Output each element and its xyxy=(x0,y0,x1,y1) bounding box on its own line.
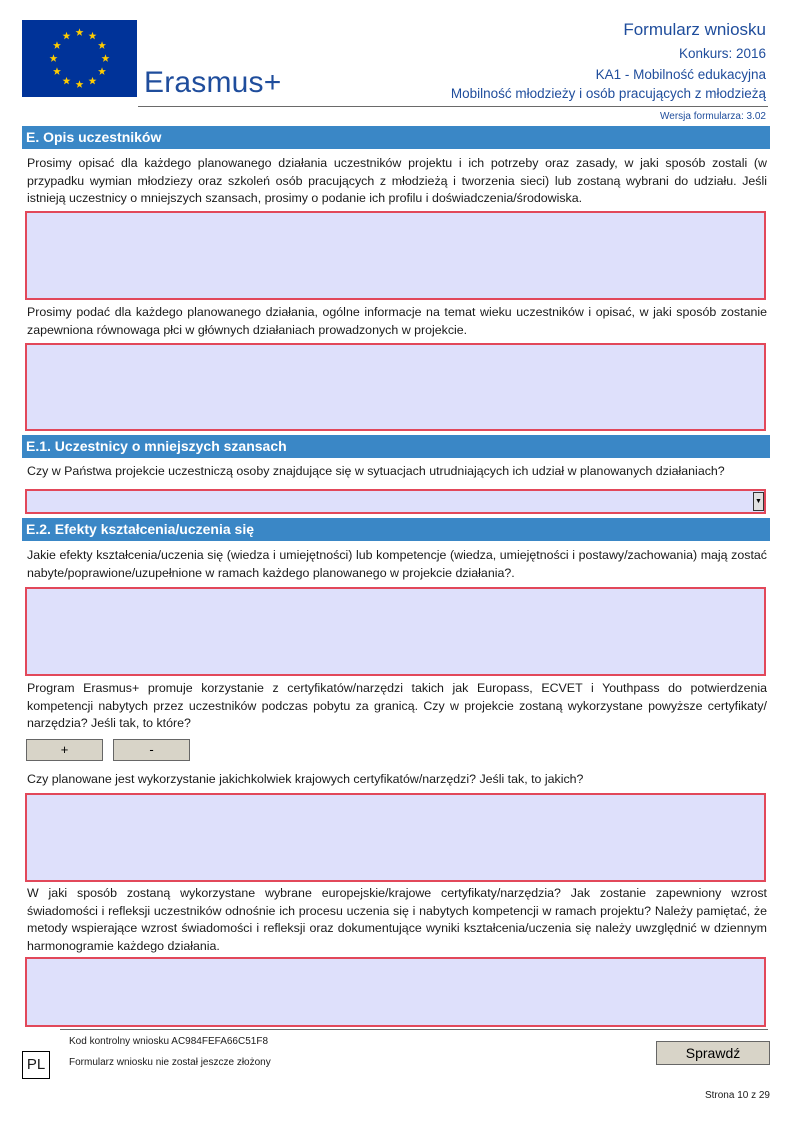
language-badge: PL xyxy=(22,1051,50,1079)
question-certificate-usage: W jaki sposób zostaną wykorzystane wybrane europejskie/krajowe certyfikaty/narzędzia? Jak zostanie zapewniony wzrost świadomości i refleksji uczestników odnośnie ich procesu uczenia się i nabytych kompetencji w ramach projektu? Należy pamiętać, że metody wspierające wzrost świadomości i refleksji oraz dokumentujące wyniki kształcenia/uczenia się należy uwzględnić w dziennym harmonogramie każdego działania. xyxy=(27,886,767,953)
certificate-usage-field[interactable] xyxy=(25,957,766,1027)
action-label: KA1 - Mobilność edukacyjna xyxy=(595,67,766,82)
eu-star-icon xyxy=(63,77,71,85)
question-participants-description: Prosimy opisać dla każdego planowanego działania uczestników projektu i ich potrzeby oraz zasady, w jaki sposób zostali (w przypadku wymian młodziezy oraz szkoleń osób pracujących z młodzieżą i tworzenia sieci) lub zostaną wybrani do udziału. Jeśli istnieją uczestnicy o mniejszych szansach, prosimy o podanie ich profilu i doświadczenia/środowiska. xyxy=(27,156,767,205)
control-code: Kod kontrolny wniosku AC984FEFA66C51F8 xyxy=(69,1036,268,1047)
eu-star-icon xyxy=(63,32,71,40)
remove-certificate-button[interactable]: - xyxy=(113,739,190,761)
section-e-header: E. Opis uczestników xyxy=(22,126,770,149)
national-certificates-field[interactable] xyxy=(25,793,766,882)
form-version: Wersja formularza: 3.02 xyxy=(660,111,766,122)
question-learning-outcomes: Jakie efekty kształcenia/uczenia się (wiedza i umiejętności) lub kompetencje (wiedza, umiejętności i postawy/zachowania) mają zostać nabyte/poprawione/uzupełnione w ramach każdego planowanego w projekcie działania?. xyxy=(27,548,767,580)
eu-star-icon xyxy=(98,41,106,49)
question-national-certificates: Czy planowane jest wykorzystanie jakichkolwiek krajowych certyfikatów/narzędzi? Jeśli tak, to jakich? xyxy=(27,772,584,786)
fewer-opportunities-select[interactable] xyxy=(25,489,766,514)
form-title: Formularz wniosku xyxy=(623,20,766,39)
check-button[interactable]: Sprawdź xyxy=(656,1041,770,1065)
eu-star-icon xyxy=(53,67,61,75)
section-e1-header: E.1. Uczestnicy o mniejszych szansach xyxy=(22,435,770,458)
eu-star-icon xyxy=(50,54,58,62)
eu-star-icon xyxy=(89,77,97,85)
header-divider xyxy=(138,106,768,107)
chevron-down-icon[interactable]: ▼ xyxy=(753,492,764,511)
eu-star-icon xyxy=(76,28,84,36)
eu-flag-logo xyxy=(22,20,137,97)
eu-star-icon xyxy=(76,80,84,88)
erasmus-brand: Erasmus+ xyxy=(144,66,282,99)
form-subtitle: Mobilność młodzieży i osób pracujących z młodzieżą xyxy=(450,86,766,101)
learning-outcomes-field[interactable] xyxy=(25,587,766,676)
footer-divider xyxy=(60,1029,768,1030)
age-gender-field[interactable] xyxy=(25,343,766,431)
eu-star-icon xyxy=(89,32,97,40)
add-certificate-button[interactable]: + xyxy=(26,739,103,761)
eu-star-icon xyxy=(102,54,110,62)
section-e2-header: E.2. Efekty kształcenia/uczenia się xyxy=(22,518,770,541)
question-certificates: Program Erasmus+ promuje korzystanie z certyfikatów/narzędzi takich jak Europass, ECVET i Youthpass do potwierdzenia kompetencji nabytych przez uczestników podczas pobytu za granicą. Czy w projekcie zostaną wykorzystane powyższe certyfikaty/ narzędzia? Jeśli tak, to które? xyxy=(27,681,767,730)
eu-star-icon xyxy=(53,41,61,49)
eu-star-icon xyxy=(98,67,106,75)
contest-label: Konkurs: 2016 xyxy=(678,46,766,61)
submission-status: Formularz wniosku nie został jeszcze złożony xyxy=(69,1057,271,1068)
page-number: Strona 10 z 29 xyxy=(704,1090,770,1101)
participants-description-field[interactable] xyxy=(25,211,766,300)
question-age-gender: Prosimy podać dla każdego planowanego działania, ogólne informacje na temat wieku uczestników i opisać, w jaki sposób zostanie zapewniona równowaga płci w głównych działaniach prowadzonych w projekcie. xyxy=(27,305,767,337)
question-fewer-opportunities: Czy w Państwa projekcie uczestniczą osoby znajdujące się w sytuacjach utrudniających ich udział w planowanych działaniach? xyxy=(27,464,725,478)
eu-stars-icon xyxy=(22,20,137,97)
